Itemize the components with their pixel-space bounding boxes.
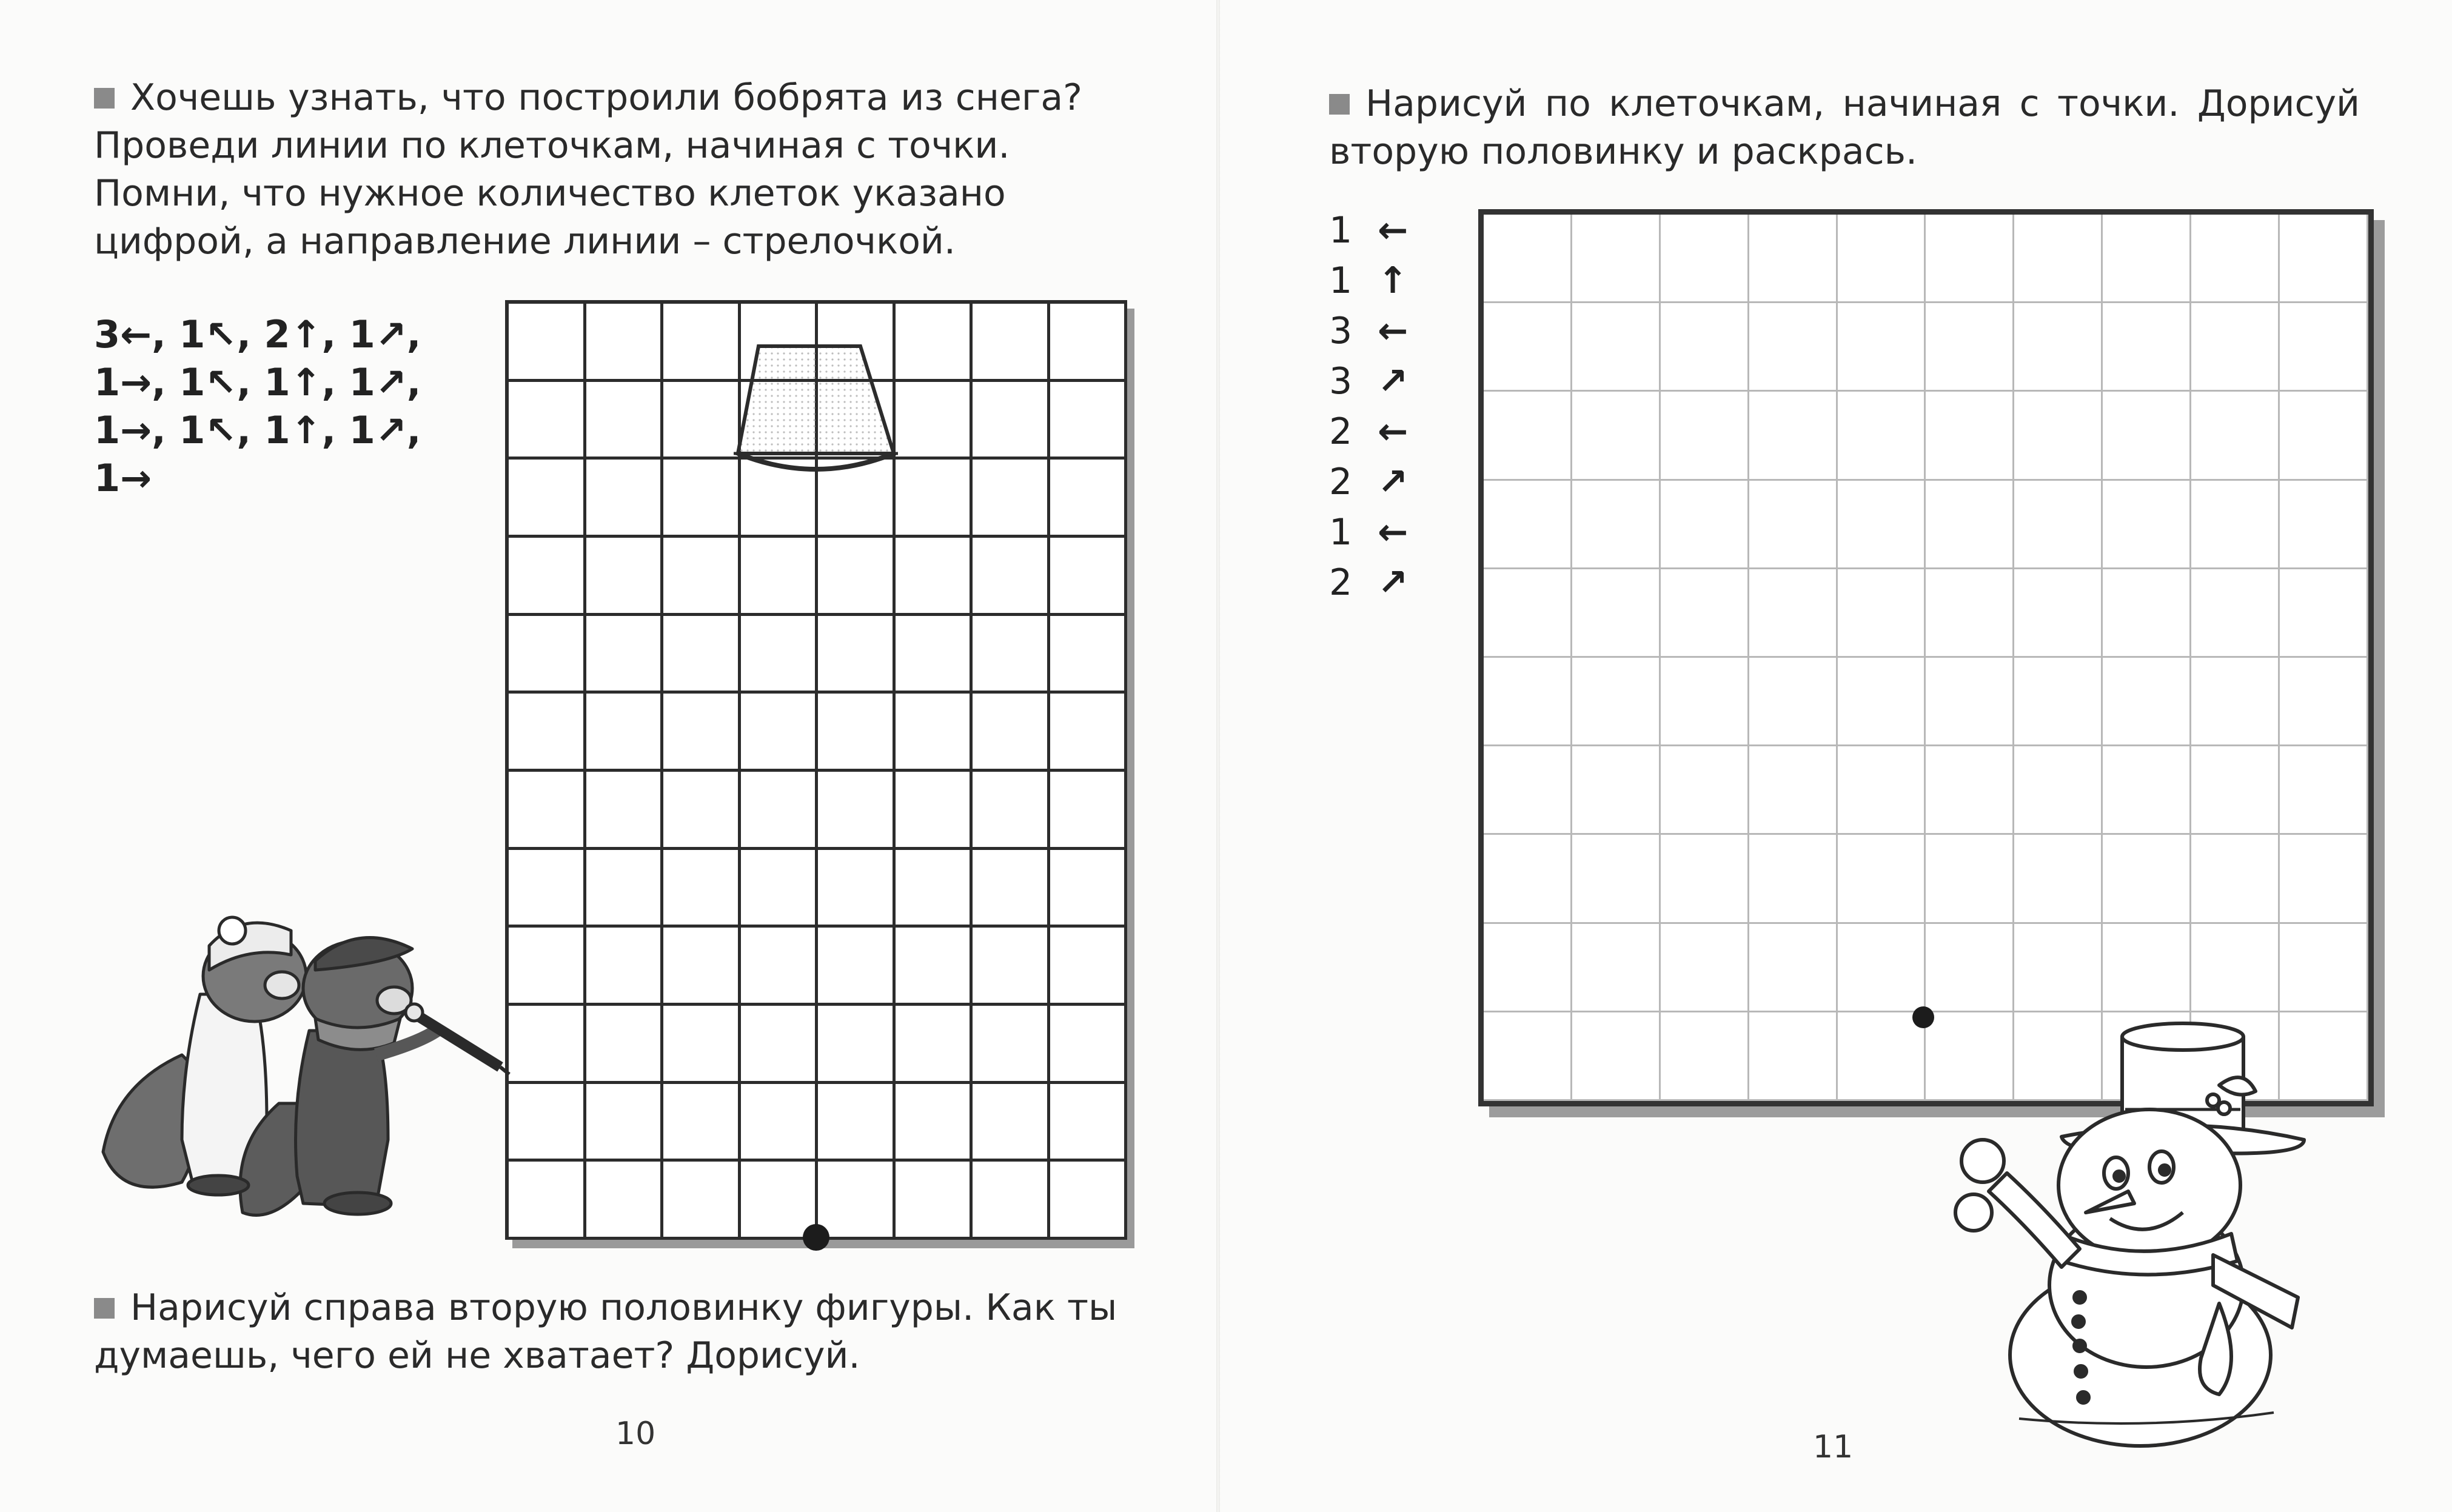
step-arrow-icon: ↑ [1378, 259, 1409, 302]
right-task-line: вторую половинку и раскрась. [1329, 130, 1918, 173]
task-1-line: цифрой, а направление линии – стрелочкой. [94, 220, 956, 263]
step-arrow-icon: ↗ [1378, 360, 1409, 403]
right-task-line: Нарисуй по клеточкам, начиная с точки. Дорисуй [1365, 82, 2360, 125]
code-line: 1→, 1↖, 1↑, 1↗, [94, 408, 421, 452]
step-arrow-icon: ↗ [1378, 561, 1409, 604]
page-number-left: 10 [615, 1416, 656, 1452]
step-count: 2 [1329, 561, 1353, 604]
page-number-right: 11 [1813, 1429, 1854, 1465]
step-arrow-icon: ← [1378, 410, 1409, 453]
code-line: 1→ [94, 456, 152, 500]
code-line: 1→, 1↖, 1↑, 1↗, [94, 360, 421, 404]
step-count: 2 [1329, 410, 1353, 453]
step-arrow-icon: ← [1378, 511, 1409, 554]
task-2-line: Нарисуй справа вторую половинку фигуры. Как ты [130, 1286, 1117, 1329]
step-count: 1 [1329, 511, 1353, 554]
right-start-dot[interactable] [1912, 1006, 1934, 1028]
task-1-line: Помни, что нужное количество клеток указано [94, 172, 1006, 215]
step-arrow-icon: ← [1378, 209, 1409, 252]
step-count: 3 [1329, 360, 1353, 403]
step-count: 2 [1329, 461, 1353, 503]
task-1-line: Проведи линии по клеточкам, начиная с точки. [94, 124, 1010, 167]
task-2-line: думаешь, чего ей не хватает? Дорисуй. [94, 1334, 860, 1377]
snowman-illustration [1955, 1023, 2304, 1446]
task-1-line: Хочешь узнать, что построили бобрята из снега? [130, 76, 1082, 119]
step-arrow-icon: ↗ [1378, 461, 1409, 503]
step-arrow-icon: ← [1378, 310, 1409, 352]
step-count: 1 [1329, 259, 1353, 302]
code-line: 3←, 1↖, 2↑, 1↗, [94, 312, 421, 356]
step-count: 1 [1329, 209, 1353, 252]
step-count: 3 [1329, 310, 1353, 352]
